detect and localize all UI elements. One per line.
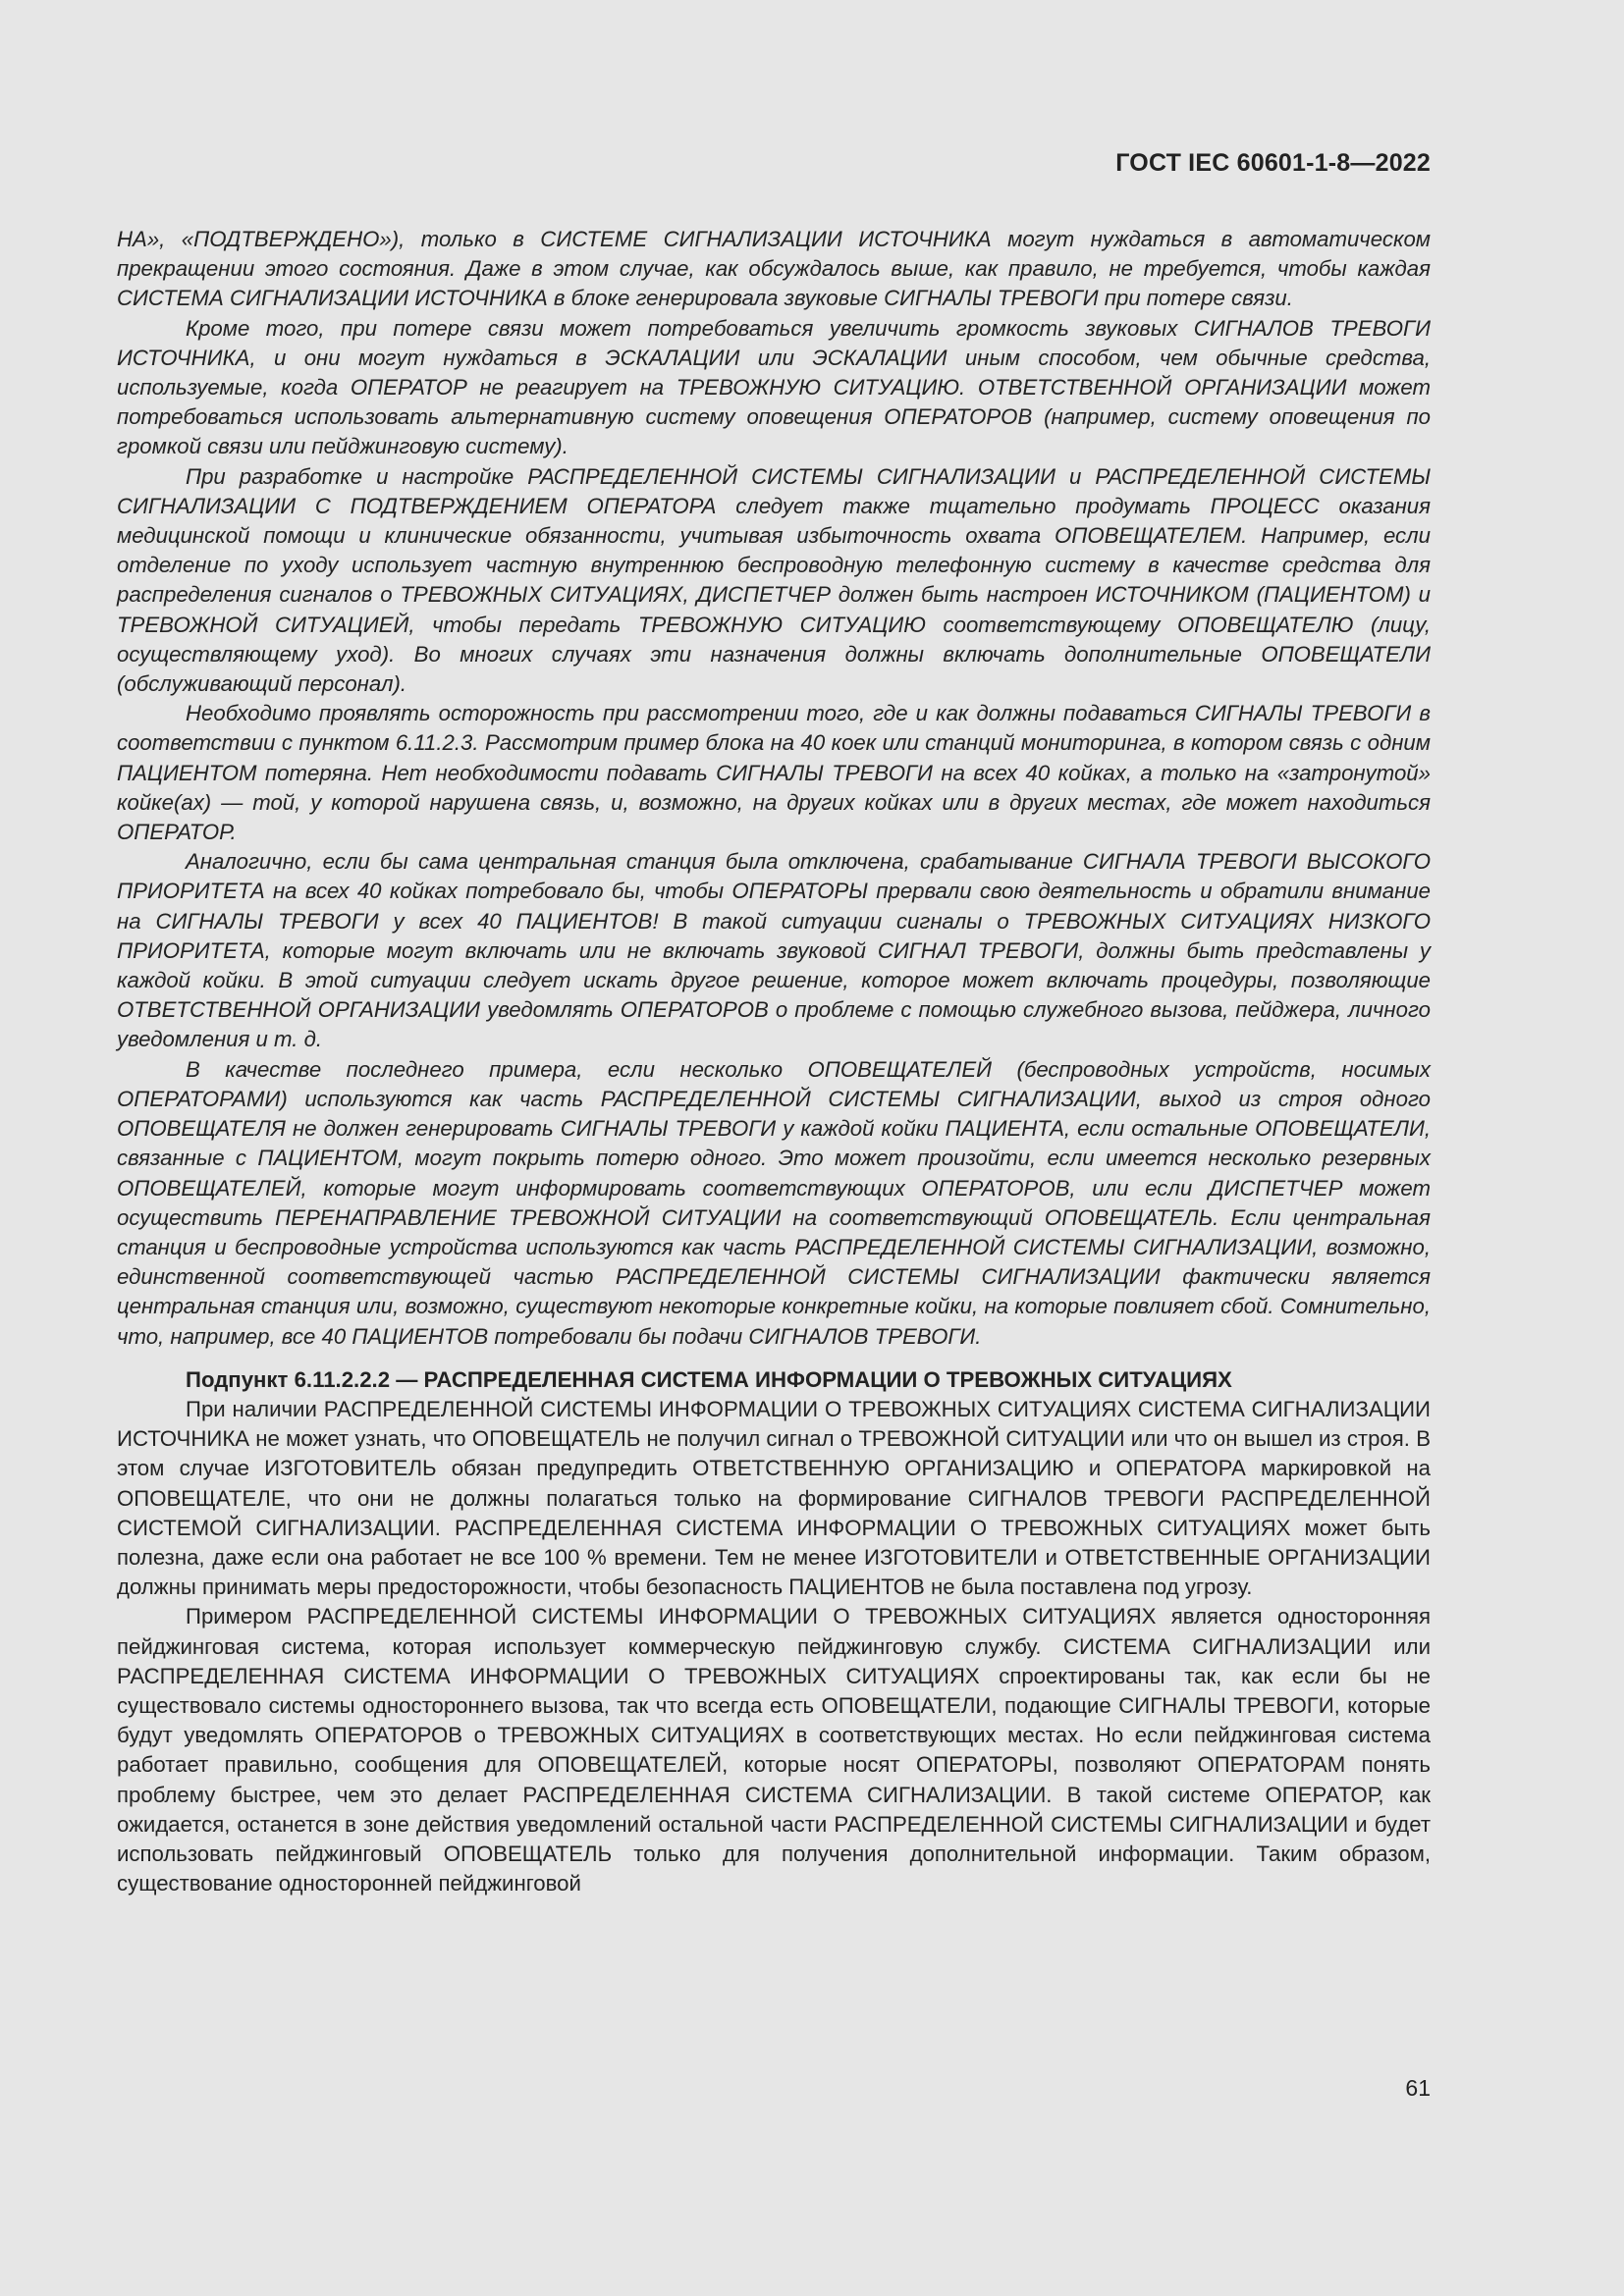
page-number: 61	[1405, 2075, 1431, 2101]
paragraph: Примером РАСПРЕДЕЛЕННОЙ СИСТЕМЫ ИНФОРМАЦИИ О ТРЕВОЖНЫХ СИТУАЦИЯХ является односторонняя пейджинговая система, которая использует коммерческую пейджинговую службу. СИСТЕМА СИГНАЛИЗАЦИИ или РАСПРЕДЕЛЕННАЯ СИСТЕМА ИНФОРМАЦИИ О ТРЕВОЖНЫХ СИТУАЦИЯХ спроектированы так, как если бы не существовало системы одностороннего вызова, так что всегда есть ОПОВЕЩАТЕЛИ, подающие СИГНАЛЫ ТРЕВОГИ, которые будут уведомлять ОПЕРАТОРОВ о ТРЕВОЖНЫХ СИТУАЦИЯХ в соответствующих местах. Но если пейджинговая система работает правильно, сообщения для ОПОВЕЩАТЕЛЕЙ, которые носят ОПЕРАТОРЫ, позволяют ОПЕРАТОРАМ понять проблему быстрее, чем это делает РАСПРЕДЕЛЕННАЯ СИСТЕМА СИГНАЛИЗАЦИИ. В такой системе ОПЕРАТОР, как ожидается, останется в зоне действия уведомлений остальной части РАСПРЕДЕЛЕННОЙ СИСТЕМЫ СИГНАЛИЗАЦИИ и будет использовать пейджинговый ОПОВЕЩАТЕЛЬ только для получения дополнительной информации. Таким образом, существование односторонней пейджинговой	[117, 1604, 1431, 1896]
paragraph: В качестве последнего примера, если несколько ОПОВЕЩАТЕЛЕЙ (беспроводных устройств, носимых ОПЕРАТОРАМИ) используются как часть РАСПРЕДЕЛЕННОЙ СИСТЕМЫ СИГНАЛИЗАЦИИ, выход из строя одного ОПОВЕЩАТЕЛЯ не должен генерировать СИГНАЛЫ ТРЕВОГИ у каждой койки ПАЦИЕНТА, если остальные ОПОВЕЩАТЕЛИ, связанные с ПАЦИЕНТОМ, могут покрыть потерю одного. Это может произойти, если имеется несколько резервных ОПОВЕЩАТЕЛЕЙ, которые могут информировать соответствующих ОПЕРАТОРОВ, или если ДИСПЕТЧЕР может осуществить ПЕРЕНАПРАВЛЕНИЕ ТРЕВОЖНОЙ СИТУАЦИИ на соответствующий ОПОВЕЩАТЕЛЬ. Если центральная станция и беспроводные устройства используются как часть РАСПРЕДЕЛЕННОЙ СИСТЕМЫ СИГНАЛИЗАЦИИ, возможно, единственной соответствующей частью РАСПРЕДЕЛЕННОЙ СИСТЕМЫ СИГНАЛИЗАЦИИ фактически является центральная станция или, возможно, существуют некоторые конкретные койки, на которые повлияет сбой. Сомнительно, что, например, все 40 ПАЦИЕНТОВ потребовали бы подачи СИГНАЛОВ ТРЕВОГИ.	[117, 1056, 1431, 1349]
paragraph-continued: НА», «ПОДТВЕРЖДЕНО»), только в СИСТЕМЕ СИГНАЛИЗАЦИИ ИСТОЧНИКА могут нуждаться в автоматическом прекращении этого состояния. Даже в этом случае, как обсуждалось выше, как правило, не требуется, чтобы каждая СИСТЕМА СИГНАЛИЗАЦИИ ИСТОЧНИКА в блоке генерировала звуковые СИГНАЛЫ ТРЕВОГИ при потере связи.	[117, 227, 1431, 311]
paragraph: При наличии РАСПРЕДЕЛЕННОЙ СИСТЕМЫ ИНФОРМАЦИИ О ТРЕВОЖНЫХ СИТУАЦИЯХ СИСТЕМА СИГНАЛИЗАЦИИ ИСТОЧНИКА не может узнать, что ОПОВЕЩАТЕЛЬ не получил сигнал о ТРЕВОЖНОЙ СИТУАЦИИ или что он вышел из строя. В этом случае ИЗГОТОВИТЕЛЬ обязан предупредить ОТВЕТСТВЕННУЮ ОРГАНИЗАЦИЮ и ОПЕРАТОРА маркировкой на ОПОВЕЩАТЕЛЕ, что они не должны полагаться только на формирование СИГНАЛОВ ТРЕВОГИ РАСПРЕДЕЛЕННОЙ СИСТЕМОЙ СИГНАЛИЗАЦИИ. РАСПРЕДЕЛЕННАЯ СИСТЕМА ИНФОРМАЦИИ О ТРЕВОЖНЫХ СИТУАЦИЯХ может быть полезна, даже если она работает не все 100 % времени. Тем не менее ИЗГОТОВИТЕЛИ и ОТВЕТСТВЕННЫЕ ОРГАНИЗАЦИИ должны принимать меры предосторожности, чтобы безопасность ПАЦИЕНТОВ не была поставлена под угрозу.	[117, 1396, 1431, 1600]
paragraph: Необходимо проявлять осторожность при рассмотрении того, где и как должны подаваться СИГНАЛЫ ТРЕВОГИ в соответствии с пунктом 6.11.2.3. Рассмотрим пример блока на 40 коек или станций мониторинга, в котором связь с одним ПАЦИЕНТОМ потеряна. Нет необходимости подавать СИГНАЛЫ ТРЕВОГИ на всех 40 койках, а только на «затронутой» койке(ах) — той, у которой нарушена связь, и, возможно, на других койках или в других местах, где может находиться ОПЕРАТОР.	[117, 701, 1431, 845]
paragraph: Аналогично, если бы сама центральная станция была отключена, срабатывание СИГНАЛА ТРЕВОГИ ВЫСОКОГО ПРИОРИТЕТА на всех 40 койках потребовало бы, чтобы ОПЕРАТОРЫ прервали свою деятельность и обратили внимание на СИГНАЛЫ ТРЕВОГИ у всех 40 ПАЦИЕНТОВ! В такой ситуации сигналы о ТРЕВОЖНЫХ СИТУАЦИЯХ НИЗКОГО ПРИОРИТЕТА, которые могут включать или не включать звуковой СИГНАЛ ТРЕВОГИ, должны быть представлены у каждой койки. В этой ситуации следует искать другое решение, которое может включать процедуры, позволяющие ОТВЕТСТВЕННОЙ ОРГАНИЗАЦИИ уведомлять ОПЕРАТОРОВ о проблеме с помощью служебного вызова, пейджера, личного уведомления и т. д.	[117, 849, 1431, 1052]
subclause-heading: Подпункт 6.11.2.2.2 — РАСПРЕДЕЛЕННАЯ СИСТЕМА ИНФОРМАЦИИ О ТРЕВОЖНЫХ СИТУАЦИЯХ	[186, 1366, 1232, 1392]
document-body	[117, 225, 1431, 1898]
paragraph: При разработке и настройке РАСПРЕДЕЛЕННОЙ СИСТЕМЫ СИГНАЛИЗАЦИИ и РАСПРЕДЕЛЕННОЙ СИСТЕМЫ СИГНАЛИЗАЦИИ С ПОДТВЕРЖДЕНИЕМ ОПЕРАТОРА следует также тщательно продумать ПРОЦЕСС оказания медицинской помощи и клинические обязанности, учитывая избыточность охвата ОПОВЕЩАТЕЛЕМ. Например, если отделение по уходу использует частную внутреннюю беспроводную телефонную систему в качестве средства для распределения сигналов о ТРЕВОЖНЫХ СИТУАЦИЯХ, ДИСПЕТЧЕР должен быть настроен ИСТОЧНИКОМ (ПАЦИЕНТОМ) и ТРЕВОЖНОЙ СИТУАЦИЕЙ, чтобы передать ТРЕВОЖНУЮ СИТУАЦИЮ соответствующему ОПОВЕЩАТЕЛЮ (лицу, осуществляющему уход). Во многих случаях эти назначения должны включать дополнительные ОПОВЕЩАТЕЛИ (обслуживающий персонал).	[117, 463, 1431, 697]
paragraph: Кроме того, при потере связи может потребоваться увеличить громкость звуковых СИГНАЛОВ ТРЕВОГИ ИСТОЧНИКА, и они могут нуждаться в ЭСКАЛАЦИИ или ЭСКАЛАЦИИ иным способом, чем обычные средства, используемые, когда ОПЕРАТОР не реагирует на ТРЕВОЖНУЮ СИТУАЦИЮ. ОТВЕТСТВЕННОЙ ОРГАНИЗАЦИИ может потребоваться использовать альтернативную систему оповещения ОПЕРАТОРОВ (например, систему оповещения по громкой связи или пейджинговую систему).	[117, 315, 1431, 459]
document-header: ГОСТ IEC 60601-1-8—2022	[1115, 149, 1431, 177]
